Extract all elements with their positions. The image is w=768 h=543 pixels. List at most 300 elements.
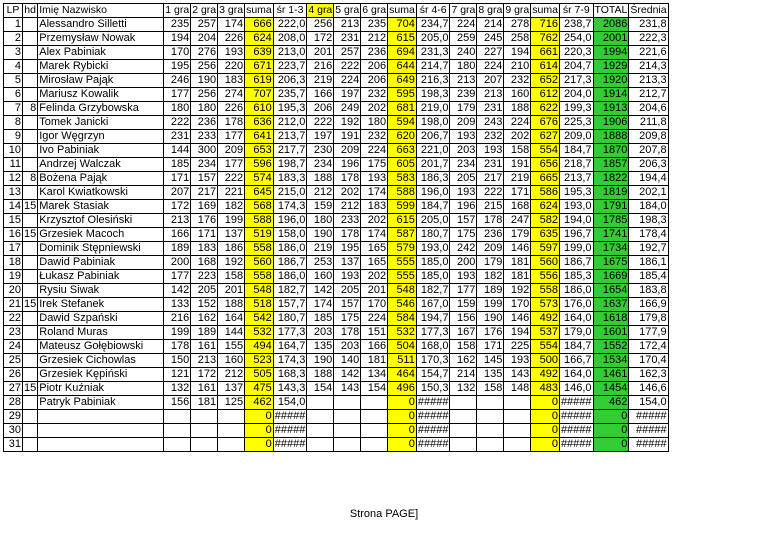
block-average-cell: 205,0: [416, 32, 450, 46]
block-sum-cell: 554: [531, 340, 560, 354]
block-average-cell: 186,3: [416, 172, 450, 186]
total-cell: 1914: [593, 88, 629, 102]
block-average-cell: 186,7: [559, 256, 593, 270]
game-score-cell: 174: [361, 228, 388, 242]
block-sum-cell: 0: [531, 396, 560, 410]
block-sum-cell: 584: [388, 312, 417, 326]
block-sum-cell: 588: [388, 186, 417, 200]
total-cell: 1675: [593, 256, 629, 270]
game-score-cell: 300: [191, 144, 218, 158]
overall-average-cell: 209,8: [629, 130, 668, 144]
block-sum-cell: 475: [245, 382, 274, 396]
game-score-cell: 193: [477, 144, 504, 158]
game-score-cell: 219: [307, 242, 334, 256]
game-score-cell: 166: [307, 88, 334, 102]
table-row: [4, 172, 669, 186]
row-number-cell: 1: [4, 18, 23, 32]
handicap-cell: 15: [24, 382, 37, 394]
game-score-cell: 194: [164, 32, 191, 46]
block-average-cell: #####: [274, 424, 306, 436]
column-header: 2 gra: [192, 4, 217, 16]
table-row: [4, 214, 669, 228]
handicap-cell: [23, 424, 38, 438]
handicap-cell: [23, 256, 38, 270]
game-score-cell: 232: [361, 88, 388, 102]
game-score-cell: [218, 438, 245, 452]
game-score-cell: 160: [218, 354, 245, 368]
player-name-cell: Alessandro Silletti: [38, 18, 164, 32]
game-score-cell: 236: [361, 46, 388, 60]
game-score-cell: 161: [191, 382, 218, 396]
game-score-cell: 232: [477, 130, 504, 144]
game-score-cell: 185: [164, 158, 191, 172]
block-sum-cell: 595: [388, 88, 417, 102]
game-score-cell: [504, 410, 531, 424]
game-score-cell: 224: [334, 74, 361, 88]
block-sum-cell: 504: [388, 340, 417, 354]
game-score-cell: 231: [477, 158, 504, 172]
game-score-cell: 150: [164, 354, 191, 368]
column-header: śr 1-3: [273, 4, 307, 18]
game-score-cell: 217: [191, 186, 218, 200]
game-score-cell: [164, 438, 191, 452]
overall-average-cell: 204,6: [629, 102, 668, 116]
block-sum-cell: 523: [245, 354, 274, 368]
game-score-cell: 174: [307, 298, 334, 312]
block-average-cell: 167,0: [416, 298, 450, 312]
game-score-cell: [218, 410, 245, 424]
block-average-cell: #####: [417, 424, 449, 436]
player-name-cell: Przemysław Nowak: [38, 32, 164, 46]
player-name-cell: Krzysztof Olesiński: [38, 214, 164, 228]
table-row: [4, 228, 669, 242]
game-score-cell: 142: [334, 368, 361, 382]
game-score-cell: 222: [307, 116, 334, 130]
player-name-cell: [38, 438, 164, 452]
block-average-cell: 206,7: [416, 130, 450, 144]
block-average-cell: 168,3: [273, 368, 307, 382]
game-score-cell: 191: [334, 130, 361, 144]
row-number-cell: 7: [4, 102, 23, 116]
total-cell: 1669: [593, 270, 629, 284]
game-score-cell: 178: [334, 172, 361, 186]
game-score-cell: [504, 424, 531, 438]
game-score-cell: 227: [477, 46, 504, 60]
table-row: [4, 312, 669, 326]
block-average-cell: 185,0: [416, 256, 450, 270]
block-average-cell: 146,0: [559, 382, 593, 396]
overall-average-cell: 146,6: [629, 382, 668, 396]
game-score-cell: 199: [164, 326, 191, 340]
overall-average-cell: 170,4: [629, 354, 668, 368]
handicap-cell: 15: [24, 200, 37, 212]
block-sum-cell: 542: [245, 312, 274, 326]
row-number-cell: 3: [4, 46, 23, 60]
game-score-cell: 137: [334, 256, 361, 270]
block-average-cell: 168,0: [416, 340, 450, 354]
game-score-cell: 188: [307, 368, 334, 382]
game-score-cell: 190: [307, 228, 334, 242]
game-score-cell: 193: [334, 270, 361, 284]
column-header: suma: [389, 4, 415, 16]
total-cell: 1552: [593, 340, 629, 354]
player-name-cell: Grzesiek Cichowlas: [38, 354, 164, 368]
game-score-cell: 189: [477, 284, 504, 298]
overall-average-cell: 154,0: [629, 396, 668, 410]
game-score-cell: 177: [218, 158, 245, 172]
table-row: [4, 298, 669, 312]
block-average-cell: 201,7: [416, 158, 450, 172]
game-score-cell: 142: [307, 284, 334, 298]
block-sum-cell: 653: [245, 144, 274, 158]
block-sum-cell: 560: [245, 256, 274, 270]
block-sum-cell: 614: [531, 60, 560, 74]
game-score-cell: 178: [477, 214, 504, 228]
total-cell: 0: [593, 438, 629, 452]
game-score-cell: [361, 410, 388, 424]
player-name-cell: Felinda Grzybowska: [38, 102, 164, 116]
column-header: Średnia: [630, 4, 667, 16]
game-score-cell: 190: [191, 74, 218, 88]
game-score-cell: 224: [361, 312, 388, 326]
game-score-cell: 177: [450, 284, 477, 298]
game-score-cell: 178: [334, 228, 361, 242]
player-name-cell: Andrzej Walczak: [38, 158, 164, 172]
table-row: [4, 116, 669, 130]
handicap-cell: 15: [24, 298, 37, 310]
game-score-cell: 193: [218, 46, 245, 60]
block-average-cell: 238,7: [559, 18, 593, 32]
block-average-cell: 164,0: [559, 368, 593, 382]
game-score-cell: 157: [191, 172, 218, 186]
block-sum-cell: 707: [245, 88, 274, 102]
overall-average-cell: 207,8: [629, 144, 668, 158]
block-average-cell: 222,0: [273, 18, 307, 32]
game-score-cell: 168: [191, 256, 218, 270]
game-score-cell: 182: [218, 200, 245, 214]
game-score-cell: 132: [164, 382, 191, 396]
game-score-cell: [504, 396, 531, 410]
block-average-cell: 219,0: [416, 102, 450, 116]
block-average-cell: #####: [560, 396, 592, 408]
game-score-cell: 142: [164, 284, 191, 298]
row-number-cell: 27: [4, 382, 23, 396]
table-row: [4, 88, 669, 102]
block-average-cell: 208,0: [273, 32, 307, 46]
game-score-cell: 175: [361, 158, 388, 172]
table-row: [4, 18, 669, 32]
block-average-cell: 193,0: [416, 242, 450, 256]
row-number-cell: 19: [4, 270, 23, 284]
block-sum-cell: 560: [531, 256, 560, 270]
block-average-cell: 170,3: [416, 354, 450, 368]
game-score-cell: 181: [191, 396, 218, 410]
game-score-cell: 166: [164, 228, 191, 242]
overall-average-cell: 192,7: [629, 242, 668, 256]
block-sum-cell: 568: [245, 200, 274, 214]
game-score-cell: [334, 410, 361, 424]
player-name-cell: Tomek Janicki: [38, 116, 164, 130]
table-row: [4, 354, 669, 368]
game-score-cell: 156: [450, 312, 477, 326]
game-score-cell: 144: [218, 326, 245, 340]
game-score-cell: 176: [477, 326, 504, 340]
block-average-cell: 220,3: [559, 46, 593, 60]
game-score-cell: 125: [218, 396, 245, 410]
block-average-cell: 254,0: [559, 32, 593, 46]
block-average-cell: 231,3: [416, 46, 450, 60]
player-name-cell: Ivo Pabiniak: [38, 144, 164, 158]
game-score-cell: 274: [218, 88, 245, 102]
game-score-cell: 256: [191, 60, 218, 74]
game-score-cell: [191, 438, 218, 452]
handicap-cell: [23, 368, 38, 382]
block-average-cell: 194,7: [416, 312, 450, 326]
total-cell: 1929: [593, 60, 629, 74]
block-sum-cell: 615: [388, 214, 417, 228]
overall-average-cell: #####: [629, 424, 668, 438]
total-cell: 1906: [593, 116, 629, 130]
game-score-cell: 230: [307, 144, 334, 158]
game-score-cell: 236: [191, 116, 218, 130]
handicap-cell: [23, 32, 38, 46]
row-number-cell: 18: [4, 256, 23, 270]
block-sum-cell: 0: [388, 410, 417, 424]
block-sum-cell: 583: [388, 172, 417, 186]
game-score-cell: 193: [450, 130, 477, 144]
row-number-cell: 28: [4, 396, 23, 410]
game-score-cell: 235: [361, 18, 388, 32]
block-sum-cell: 573: [531, 298, 560, 312]
game-score-cell: 193: [361, 172, 388, 186]
game-score-cell: 174: [361, 186, 388, 200]
overall-average-cell: 166,9: [629, 298, 668, 312]
block-average-cell: 180,7: [416, 228, 450, 242]
game-score-cell: 157: [450, 214, 477, 228]
block-average-cell: #####: [274, 438, 306, 450]
block-average-cell: 221,0: [416, 144, 450, 158]
block-average-cell: 212,0: [273, 116, 307, 130]
row-number-cell: 17: [4, 242, 23, 256]
table-row: [4, 46, 669, 60]
game-score-cell: 160: [307, 270, 334, 284]
column-header: 8 gra: [478, 4, 503, 16]
column-header: TOTAL: [594, 4, 628, 16]
overall-average-cell: 206,3: [629, 158, 668, 172]
block-sum-cell: 464: [388, 368, 417, 382]
game-score-cell: 234: [307, 158, 334, 172]
game-score-cell: 236: [477, 228, 504, 242]
game-score-cell: [477, 438, 504, 452]
block-sum-cell: 558: [245, 270, 274, 284]
overall-average-cell: 183,8: [629, 284, 668, 298]
total-cell: 0: [593, 410, 629, 424]
game-score-cell: 185: [307, 312, 334, 326]
table-row: [4, 368, 669, 382]
column-header: 9 gra: [505, 4, 530, 16]
game-score-cell: [191, 410, 218, 424]
game-score-cell: 213: [334, 18, 361, 32]
handicap-cell: [23, 340, 38, 354]
block-sum-cell: 0: [531, 438, 560, 452]
column-header: śr 7-9: [559, 4, 593, 18]
total-cell: 1654: [593, 284, 629, 298]
game-score-cell: 156: [164, 396, 191, 410]
block-average-cell: 158,0: [273, 228, 307, 242]
game-score-cell: [450, 410, 477, 424]
game-score-cell: 203: [334, 340, 361, 354]
block-average-cell: 182,7: [273, 284, 307, 298]
game-score-cell: 143: [334, 382, 361, 396]
game-score-cell: 213: [477, 88, 504, 102]
handicap-cell: [23, 116, 38, 130]
game-score-cell: 121: [164, 368, 191, 382]
game-score-cell: 178: [164, 340, 191, 354]
block-average-cell: #####: [560, 410, 592, 422]
handicap-cell: [23, 312, 38, 326]
table-row: [4, 410, 669, 424]
table-row: [4, 102, 669, 116]
game-score-cell: 154: [361, 382, 388, 396]
game-score-cell: 166: [361, 340, 388, 354]
game-score-cell: 207: [477, 74, 504, 88]
game-score-cell: 186: [218, 242, 245, 256]
game-score-cell: 162: [191, 312, 218, 326]
game-score-cell: 205: [334, 284, 361, 298]
block-sum-cell: 762: [531, 32, 560, 46]
game-score-cell: 232: [361, 130, 388, 144]
game-score-cell: 197: [307, 130, 334, 144]
game-score-cell: 177: [164, 88, 191, 102]
overall-average-cell: 221,6: [629, 46, 668, 60]
block-sum-cell: 619: [245, 74, 274, 88]
row-number-cell: 16: [4, 228, 23, 242]
row-number-cell: 11: [4, 158, 23, 172]
player-name-cell: Mariusz Kowalik: [38, 88, 164, 102]
player-name-cell: Rysiu Siwak: [38, 284, 164, 298]
total-cell: 1819: [593, 186, 629, 200]
game-score-cell: 253: [307, 256, 334, 270]
game-score-cell: 194: [504, 46, 531, 60]
game-score-cell: 199: [477, 298, 504, 312]
game-score-cell: 172: [307, 32, 334, 46]
game-score-cell: 191: [504, 158, 531, 172]
block-average-cell: 184,7: [416, 200, 450, 214]
overall-average-cell: 179,8: [629, 312, 668, 326]
player-name-cell: [38, 424, 164, 438]
game-score-cell: 180: [450, 60, 477, 74]
game-score-cell: 174: [218, 18, 245, 32]
overall-average-cell: 186,1: [629, 256, 668, 270]
player-name-cell: Irek Stefanek: [38, 298, 164, 312]
block-average-cell: 186,0: [273, 270, 307, 284]
block-average-cell: 184,7: [559, 144, 593, 158]
table-row: [4, 382, 669, 396]
handicap-cell: [23, 46, 38, 60]
block-sum-cell: 656: [531, 158, 560, 172]
row-number-cell: 24: [4, 340, 23, 354]
game-score-cell: 165: [361, 242, 388, 256]
game-score-cell: 202: [334, 186, 361, 200]
game-score-cell: 161: [191, 340, 218, 354]
block-sum-cell: 555: [388, 256, 417, 270]
game-score-cell: 210: [504, 60, 531, 74]
game-score-cell: [504, 438, 531, 452]
game-score-cell: 200: [450, 256, 477, 270]
block-sum-cell: 500: [531, 354, 560, 368]
game-score-cell: 167: [450, 326, 477, 340]
game-score-cell: 134: [361, 368, 388, 382]
game-score-cell: 180: [307, 214, 334, 228]
block-average-cell: 216,3: [416, 74, 450, 88]
game-score-cell: 132: [450, 382, 477, 396]
block-average-cell: 204,7: [559, 60, 593, 74]
game-score-cell: 256: [307, 18, 334, 32]
game-score-cell: 146: [504, 312, 531, 326]
game-score-cell: 157: [334, 298, 361, 312]
game-score-cell: 212: [334, 200, 361, 214]
block-average-cell: 186,0: [273, 242, 307, 256]
block-sum-cell: 0: [245, 424, 274, 438]
block-average-cell: #####: [560, 424, 592, 436]
player-name-cell: Łukasz Pabiniak: [38, 270, 164, 284]
block-sum-cell: 694: [388, 46, 417, 60]
block-sum-cell: 644: [388, 60, 417, 74]
game-score-cell: 171: [164, 172, 191, 186]
column-header: Imię Nazwisko: [38, 4, 164, 18]
game-score-cell: 169: [191, 200, 218, 214]
game-score-cell: 242: [450, 242, 477, 256]
total-cell: 2001: [593, 32, 629, 46]
handicap-cell: [23, 270, 38, 284]
total-cell: 1994: [593, 46, 629, 60]
game-score-cell: 220: [218, 60, 245, 74]
handicap-cell: [23, 284, 38, 298]
total-cell: 1601: [593, 326, 629, 340]
block-sum-cell: 518: [245, 298, 274, 312]
block-average-cell: 217,7: [273, 144, 307, 158]
total-cell: 1785: [593, 214, 629, 228]
table-row: [4, 32, 669, 46]
game-score-cell: 168: [504, 200, 531, 214]
game-score-cell: 160: [504, 88, 531, 102]
game-score-cell: 194: [504, 326, 531, 340]
block-sum-cell: 462: [245, 396, 274, 410]
block-average-cell: 199,3: [559, 102, 593, 116]
game-score-cell: 205: [450, 172, 477, 186]
row-number-cell: 22: [4, 312, 23, 326]
block-sum-cell: 519: [245, 228, 274, 242]
game-score-cell: 225: [504, 340, 531, 354]
row-number-cell: 31: [4, 438, 23, 452]
game-score-cell: 158: [477, 382, 504, 396]
game-score-cell: [477, 424, 504, 438]
block-sum-cell: 0: [245, 438, 274, 452]
game-score-cell: 193: [450, 186, 477, 200]
block-sum-cell: 556: [531, 270, 560, 284]
game-score-cell: 243: [477, 116, 504, 130]
table-row: [4, 130, 669, 144]
block-sum-cell: 594: [388, 116, 417, 130]
block-average-cell: 157,7: [273, 298, 307, 312]
game-score-cell: 224: [361, 144, 388, 158]
table-row: [4, 284, 669, 298]
game-score-cell: 196: [334, 158, 361, 172]
game-score-cell: 177: [218, 130, 245, 144]
row-number-cell: 8: [4, 116, 23, 130]
table-row: [4, 242, 669, 256]
game-score-cell: 226: [218, 102, 245, 116]
